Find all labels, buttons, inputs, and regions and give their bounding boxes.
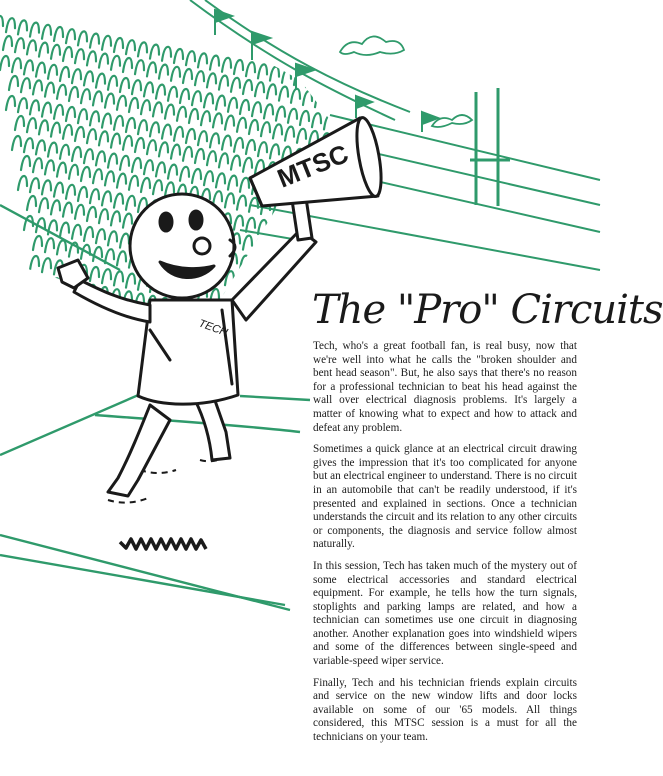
article-paragraph: Sometimes a quick glance at an electrical circuit drawing gives the impression that it's too complicated for anyone but an electrical engineer to understand. There is no circuit in an automobile that can't be readily understood, if it's presented and explained in sections. Once a technician understands the circuit and its relation to any other circuits or components, the diagnosis and service follow almost naturally. — [313, 443, 577, 551]
goal-posts — [470, 88, 510, 206]
article-title: The "Pro" Circuits — [312, 287, 663, 333]
article-body — [313, 340, 577, 753]
ground-shadow — [120, 539, 206, 549]
article-paragraph: In this session, Tech has taken much of the mystery out of some electrical accessories and standard electrical equipment. For example, he tells how the turn signals, stoplights and parking lamps are related, and how a technician can sometimes use one circuit in diagnosing another. Another explanation goes into windshield wipers and some of the differences between single-speed and variable-speed wiper service. — [313, 559, 577, 668]
tech-head — [130, 194, 234, 298]
article-paragraph: Finally, Tech and his technician friends explain circuits and service on the new window lifts and door locks available on some of our '65 models. All things considered, this MTSC session is a must for all the technicians on your team. — [313, 676, 577, 744]
pennant-flags — [215, 10, 438, 132]
shirt-label: TECH — [196, 317, 230, 340]
megaphone-label: MTSC — [273, 138, 353, 194]
clouds — [340, 36, 472, 127]
article-paragraph: Tech, who's a great football fan, is real busy, now that we're well into what he calls the "broken shoulder and bent head season". But, he also says that there's no reason for a professional technician to beat his head against the wall over electrical diagnosis problems. It's largely a matter of knowing what to expect and how to attack and defeat any problem. — [313, 340, 577, 434]
